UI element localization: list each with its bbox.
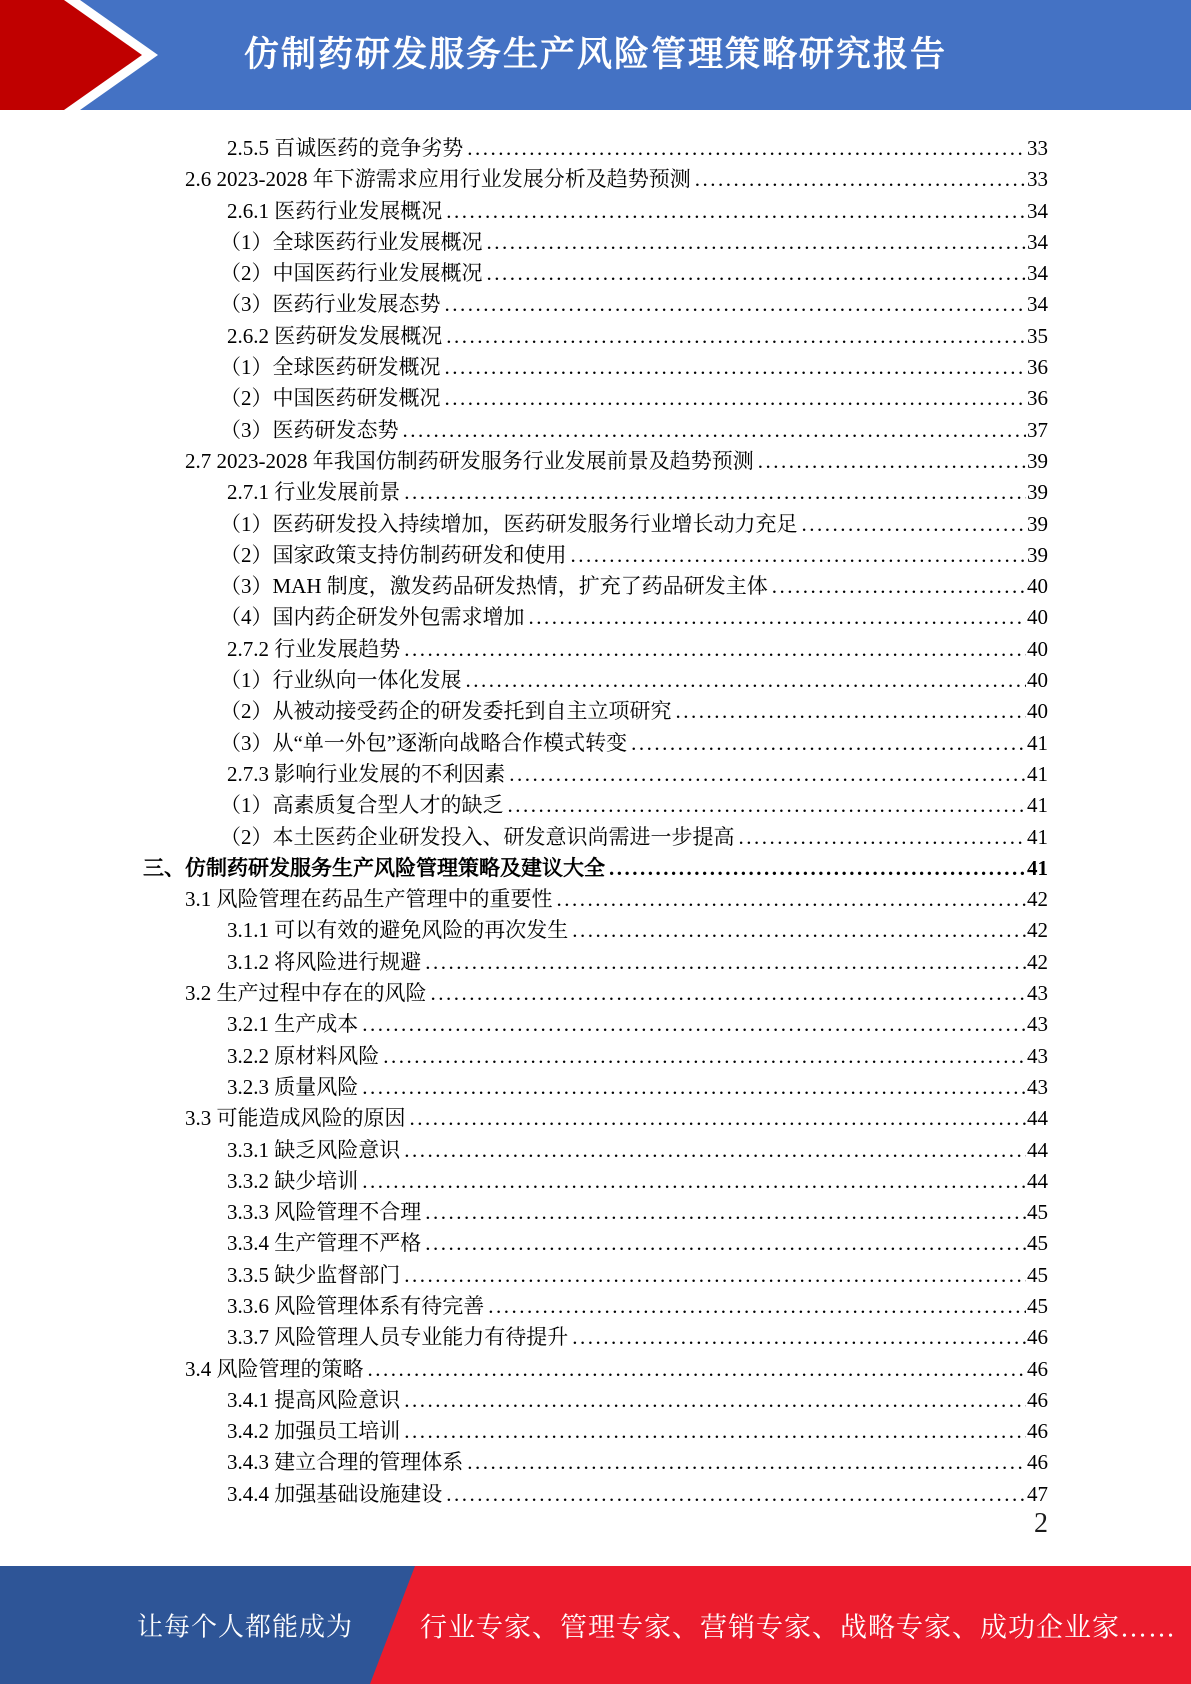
toc-entry	[143, 1166, 1048, 1197]
toc-entry-page: 40	[1027, 574, 1048, 599]
toc-entry-page: 43	[1027, 1074, 1048, 1099]
toc-entry	[143, 415, 1048, 446]
toc-entry-page: 41	[1027, 793, 1048, 818]
toc-entry	[143, 571, 1048, 602]
page-number: 2	[1034, 1508, 1048, 1539]
toc-entry-label: 3.3 可能造成风险的原因	[185, 1106, 406, 1131]
toc-entry	[143, 1385, 1048, 1416]
toc-entry-label: 2.7 2023-2028 年我国仿制药研发服务行业发展前景及趋势预测	[185, 448, 754, 473]
toc-entry-page: 46	[1027, 1356, 1048, 1381]
toc-leader-dots	[488, 1291, 1026, 1322]
toc-entry-page: 44	[1027, 1106, 1048, 1131]
toc-entry	[143, 352, 1048, 383]
toc-leader-dots	[676, 696, 1027, 727]
toc-leader-dots	[572, 915, 1026, 946]
toc-entry-label: （1）行业纵向一体化发展	[220, 668, 462, 693]
toc-leader-dots	[362, 1009, 1026, 1040]
toc-entry	[143, 602, 1048, 633]
toc-entry	[143, 1260, 1048, 1291]
toc-entry-label: 3.1.1 可以有效的避免风险的再次发生	[227, 918, 569, 943]
toc-leader-dots	[802, 509, 1027, 540]
toc-entry-label: 3.3.3 风险管理不合理	[227, 1200, 422, 1225]
toc-entry	[143, 383, 1048, 414]
toc-entry	[143, 1447, 1048, 1478]
toc-leader-dots	[445, 289, 1027, 320]
toc-entry	[143, 509, 1048, 540]
toc-leader-dots	[529, 602, 1027, 633]
toc-leader-dots	[445, 383, 1027, 414]
toc-entry	[143, 884, 1048, 915]
toc-entry	[143, 1135, 1048, 1166]
toc-entry-label: （1）医药研发投入持续增加，医药研发服务行业增长动力充足	[220, 511, 798, 536]
toc-entry-label: 2.7.2 行业发展趋势	[227, 636, 401, 661]
toc-entry-label: 2.5.5 百诚医药的竞争劣势	[227, 136, 464, 160]
toc-entry-label: （2）中国医药研发概况	[220, 386, 441, 411]
page-footer	[0, 1566, 1191, 1684]
toc-leader-dots	[362, 1072, 1026, 1103]
toc-entry-page: 42	[1027, 918, 1048, 943]
toc-entry-page: 40	[1027, 636, 1048, 661]
toc-leader-dots	[487, 258, 1027, 289]
toc-leader-dots	[631, 728, 1026, 759]
toc-entry-page: 43	[1027, 981, 1048, 1006]
toc-entry	[143, 947, 1048, 978]
toc-entry-page: 40	[1027, 605, 1048, 630]
toc-entry-label: 3.4.2 加强员工培训	[227, 1419, 401, 1444]
toc-leader-dots	[446, 321, 1026, 352]
toc-entry-page: 34	[1027, 229, 1048, 254]
toc-leader-dots	[383, 1041, 1026, 1072]
toc-entry	[143, 728, 1048, 759]
toc-entry-label: 3.2.1 生产成本	[227, 1012, 359, 1037]
toc-entry	[143, 790, 1048, 821]
toc-leader-dots	[362, 1166, 1026, 1197]
toc-entry-page: 43	[1027, 1012, 1048, 1037]
table-of-contents	[143, 133, 1048, 1510]
toc-entry-label: 三、仿制药研发服务生产风险管理策略及建议大全	[143, 855, 605, 880]
toc-entry	[143, 915, 1048, 946]
toc-entry	[143, 196, 1048, 227]
toc-entry-label: 2.6 2023-2028 年下游需求应用行业发展分析及趋势预测	[185, 167, 691, 192]
toc-leader-dots	[425, 947, 1026, 978]
toc-leader-dots	[404, 1416, 1026, 1447]
toc-leader-dots	[445, 352, 1027, 383]
toc-leader-dots	[557, 884, 1027, 915]
toc-entry-label: 3.4.3 建立合理的管理体系	[227, 1450, 464, 1475]
toc-entry-label: （2）从被动接受药企的研发委托到自主立项研究	[220, 699, 672, 724]
toc-entry-page: 34	[1027, 261, 1048, 286]
toc-entry-page: 36	[1027, 386, 1048, 411]
toc-entry-label: （4）国内药企研发外包需求增加	[220, 605, 525, 630]
toc-entry-page: 45	[1027, 1231, 1048, 1256]
toc-leader-dots	[403, 415, 1027, 446]
toc-entry-label: （1）高素质复合型人才的缺乏	[220, 793, 504, 818]
toc-entry-page: 45	[1027, 1293, 1048, 1318]
toc-entry	[143, 227, 1048, 258]
toc-entry-page: 33	[1027, 136, 1048, 160]
toc-entry-page: 37	[1027, 417, 1048, 442]
toc-leader-dots	[431, 978, 1027, 1009]
toc-leader-dots	[467, 133, 1026, 164]
toc-entry-page: 45	[1027, 1200, 1048, 1225]
toc-entry-page: 46	[1027, 1450, 1048, 1475]
toc-entry	[143, 1197, 1048, 1228]
toc-entry-page: 47	[1027, 1481, 1048, 1506]
toc-entry-label: 3.1 风险管理在药品生产管理中的重要性	[185, 887, 553, 912]
toc-entry-label: 3.4.4 加强基础设施建设	[227, 1481, 443, 1506]
toc-entry-label: （2）本土医药企业研发投入、研发意识尚需进一步提高	[220, 824, 735, 849]
toc-leader-dots	[404, 477, 1026, 508]
toc-leader-dots	[509, 759, 1026, 790]
toc-entry-page: 39	[1027, 511, 1048, 536]
toc-leader-dots	[508, 790, 1027, 821]
toc-entry	[143, 1479, 1048, 1510]
toc-leader-dots	[410, 1103, 1027, 1134]
toc-entry-label: 3.4 风险管理的策略	[185, 1356, 364, 1381]
toc-entry-label: （2）中国医药行业发展概况	[220, 261, 483, 286]
report-title: 仿制药研发服务生产风险管理策略研究报告	[243, 35, 947, 74]
toc-entry-label: 2.7.3 影响行业发展的不利因素	[227, 761, 506, 786]
toc-entry-label: （2）国家政策支持仿制药研发和使用	[220, 542, 567, 567]
toc-entry-page: 40	[1027, 668, 1048, 693]
chevron-right-icon	[0, 0, 170, 110]
toc-entry-page: 33	[1027, 167, 1048, 192]
toc-leader-dots	[609, 853, 1026, 884]
toc-entry	[143, 1416, 1048, 1447]
toc-entry	[143, 540, 1048, 571]
toc-entry	[143, 634, 1048, 665]
toc-entry-label: 2.6.2 医药研发发展概况	[227, 323, 443, 348]
toc-entry-page: 44	[1027, 1137, 1048, 1162]
toc-entry	[143, 665, 1048, 696]
toc-leader-dots	[466, 665, 1027, 696]
toc-entry	[143, 446, 1048, 477]
toc-entry-label: 3.1.2 将风险进行规避	[227, 949, 422, 974]
toc-entry	[143, 1103, 1048, 1134]
toc-entry	[143, 1228, 1048, 1259]
toc-entry-page: 41	[1027, 761, 1048, 786]
toc-entry-label: 3.3.6 风险管理体系有待完善	[227, 1293, 485, 1318]
toc-entry-label: 3.2 生产过程中存在的风险	[185, 981, 427, 1006]
toc-entry	[143, 1009, 1048, 1040]
report-header	[0, 0, 1191, 110]
toc-leader-dots	[446, 196, 1026, 227]
toc-entry	[143, 822, 1048, 853]
toc-entry-page: 34	[1027, 198, 1048, 223]
toc-entry	[143, 1354, 1048, 1385]
toc-leader-dots	[404, 1385, 1026, 1416]
toc-leader-dots	[368, 1354, 1027, 1385]
footer-slogan-left: 让每个人都能成为	[136, 1612, 353, 1642]
toc-leader-dots	[404, 1135, 1026, 1166]
toc-entry-page: 46	[1027, 1387, 1048, 1412]
toc-entry-page: 46	[1027, 1325, 1048, 1350]
toc-leader-dots	[404, 634, 1026, 665]
toc-entry-label: 2.7.1 行业发展前景	[227, 480, 401, 505]
toc-entry-label: 2.6.1 医药行业发展概况	[227, 198, 443, 223]
toc-entry-label: 3.4.1 提高风险意识	[227, 1387, 401, 1412]
toc-leader-dots	[572, 1322, 1026, 1353]
toc-entry-page: 40	[1027, 699, 1048, 724]
toc-entry	[143, 321, 1048, 352]
toc-entry-page: 43	[1027, 1043, 1048, 1068]
toc-entry-label: （3）医药行业发展态势	[220, 292, 441, 317]
toc-leader-dots	[467, 1447, 1026, 1478]
toc-entry	[143, 853, 1048, 884]
toc-entry	[143, 759, 1048, 790]
toc-entry-page: 39	[1027, 542, 1048, 567]
toc-entry-label: 3.3.1 缺乏风险意识	[227, 1137, 401, 1162]
toc-entry-label: （3）MAH 制度，激发药品研发热情，扩充了药品研发主体	[220, 574, 768, 599]
toc-entry-label: 3.3.4 生产管理不严格	[227, 1231, 422, 1256]
toc-entry-label: 3.3.7 风险管理人员专业能力有待提升	[227, 1325, 569, 1350]
toc-entry-page: 42	[1027, 887, 1048, 912]
toc-entry	[143, 696, 1048, 727]
toc-entry-page: 45	[1027, 1262, 1048, 1287]
toc-entry-label: 3.2.2 原材料风险	[227, 1043, 380, 1068]
toc-leader-dots	[425, 1228, 1026, 1259]
toc-entry	[143, 978, 1048, 1009]
toc-entry-page: 42	[1027, 949, 1048, 974]
toc-entry	[143, 164, 1048, 195]
toc-entry	[143, 1322, 1048, 1353]
toc-leader-dots	[695, 164, 1026, 195]
toc-entry-label: （3）医药研发态势	[220, 417, 399, 442]
toc-entry	[143, 133, 1048, 164]
toc-entry	[143, 1072, 1048, 1103]
toc-entry-label: （1）全球医药行业发展概况	[220, 229, 483, 254]
toc-entry-page: 44	[1027, 1168, 1048, 1193]
footer-slogan-right: 行业专家、管理专家、营销专家、战略专家、成功企业家……	[420, 1612, 1176, 1643]
toc-leader-dots	[772, 571, 1026, 602]
toc-entry-page: 41	[1027, 855, 1048, 880]
toc-entry-label: （1）全球医药研发概况	[220, 355, 441, 380]
toc-entry	[143, 289, 1048, 320]
toc-entry	[143, 1041, 1048, 1072]
toc-entry	[143, 1291, 1048, 1322]
toc-entry-page: 46	[1027, 1419, 1048, 1444]
toc-entry-page: 39	[1027, 448, 1048, 473]
toc-leader-dots	[446, 1479, 1026, 1510]
toc-entry-page: 41	[1027, 824, 1048, 849]
toc-leader-dots	[487, 227, 1027, 258]
toc-leader-dots	[404, 1260, 1026, 1291]
toc-entry-page: 36	[1027, 355, 1048, 380]
toc-entry-page: 35	[1027, 323, 1048, 348]
toc-entry-page: 34	[1027, 292, 1048, 317]
toc-entry	[143, 477, 1048, 508]
toc-entry-label: 3.2.3 质量风险	[227, 1074, 359, 1099]
toc-leader-dots	[739, 822, 1027, 853]
toc-entry	[143, 258, 1048, 289]
toc-entry-page: 39	[1027, 480, 1048, 505]
toc-entry-label: 3.3.5 缺少监督部门	[227, 1262, 401, 1287]
toc-entry-label: 3.3.2 缺少培训	[227, 1168, 359, 1193]
toc-entry-label: （3）从“单一外包”逐渐向战略合作模式转变	[220, 730, 628, 755]
toc-leader-dots	[425, 1197, 1026, 1228]
toc-leader-dots	[758, 446, 1026, 477]
toc-leader-dots	[571, 540, 1027, 571]
toc-entry-page: 41	[1027, 730, 1048, 755]
